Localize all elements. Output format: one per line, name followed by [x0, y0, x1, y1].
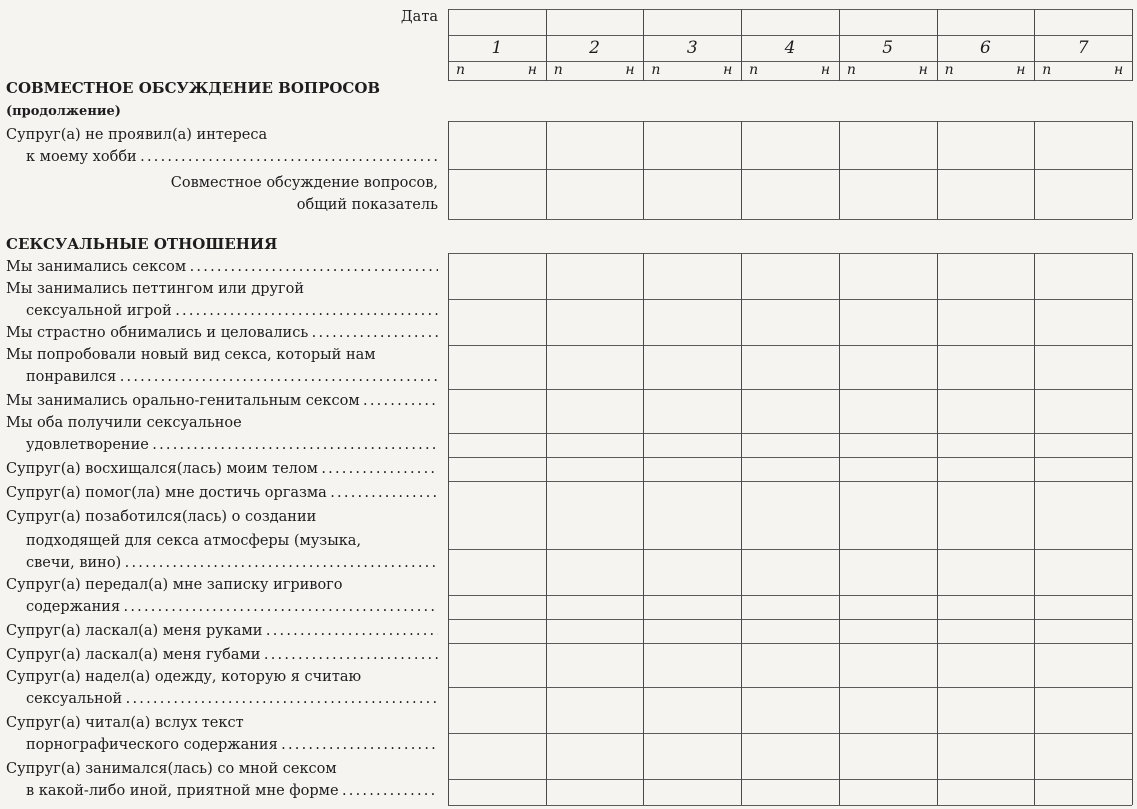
item-line: Супруг(а) передал(а) мне записку игривого: [6, 577, 343, 593]
grid-cell[interactable]: [840, 644, 936, 686]
grid-cell[interactable]: [938, 482, 1034, 548]
grid-cell[interactable]: [1035, 390, 1131, 432]
grid-cell[interactable]: [547, 688, 643, 732]
date-label: Дата: [400, 9, 438, 25]
grid-cell[interactable]: [938, 458, 1034, 480]
grid-header-divider: [741, 9, 742, 81]
grid-cell[interactable]: [449, 688, 545, 732]
grid-cell[interactable]: [742, 780, 838, 804]
grid-cell[interactable]: [644, 482, 740, 548]
grid-header-divider: [839, 9, 840, 81]
grid-cell[interactable]: [1035, 550, 1131, 594]
item-line: понравился . . .: [26, 366, 438, 388]
item-line: Мы занимались сексом . . .: [6, 256, 438, 278]
grid-cell[interactable]: [742, 122, 838, 168]
item-line: Супруг(а) позаботился(лась) о создании: [6, 509, 317, 525]
grid-cell[interactable]: [742, 458, 838, 480]
item-line: сексуальной игрой . . .: [26, 300, 438, 322]
grid-cell[interactable]: [644, 346, 740, 388]
tracking-grid: [448, 9, 1132, 805]
grid-cell[interactable]: [840, 620, 936, 642]
pn-label-n: н: [625, 62, 635, 78]
grid-cell[interactable]: [1035, 644, 1131, 686]
item-line: Мы страстно обнимались и целовались . . .: [6, 322, 438, 344]
grid-cell[interactable]: [742, 644, 838, 686]
grid-cell[interactable]: [644, 170, 740, 218]
pn-label-n: н: [1016, 62, 1026, 78]
grid-cell[interactable]: [449, 550, 545, 594]
pn-label-n: н: [527, 62, 537, 78]
day-column-label: 2: [589, 38, 600, 58]
grid-cell[interactable]: [644, 254, 740, 298]
grid-cell[interactable]: [1035, 300, 1131, 344]
day-column-label: 6: [980, 38, 991, 58]
grid-header-line: [448, 80, 1132, 81]
item-line: Супруг(а) занимался(лась) со мной сексом: [6, 761, 337, 777]
grid-cell[interactable]: [1035, 620, 1131, 642]
item-line: Супруг(а) читал(а) вслух текст: [6, 715, 244, 731]
grid-cell[interactable]: [547, 550, 643, 594]
grid-cell[interactable]: [449, 734, 545, 778]
grid-cell[interactable]: [938, 620, 1034, 642]
grid-cell[interactable]: [1035, 596, 1131, 618]
grid-cell[interactable]: [547, 390, 643, 432]
grid-cell[interactable]: [938, 300, 1034, 344]
grid-cell[interactable]: [938, 434, 1034, 456]
item-line: Супруг(а) надел(а) одежду, которую я считаю: [6, 669, 362, 685]
grid-cell[interactable]: [547, 254, 643, 298]
grid-cell[interactable]: [938, 390, 1034, 432]
grid-cell[interactable]: [449, 170, 545, 218]
grid-cell[interactable]: [644, 300, 740, 344]
grid-cell[interactable]: [644, 596, 740, 618]
item-line: в какой-либо иной, приятной мне форме . . .: [26, 780, 438, 802]
grid-cell[interactable]: [938, 734, 1034, 778]
grid-cell[interactable]: [840, 688, 936, 732]
grid-cell[interactable]: [840, 254, 936, 298]
grid-cell[interactable]: [449, 620, 545, 642]
grid-cell[interactable]: [840, 780, 936, 804]
grid-cell[interactable]: [938, 596, 1034, 618]
pn-label-p: п: [553, 62, 563, 78]
grid-cell[interactable]: [449, 780, 545, 804]
section-subtitle-continued: (продолжение): [6, 104, 121, 119]
item-line: Супруг(а) помог(ла) мне достичь оргазма . . .: [6, 482, 438, 504]
grid-cell[interactable]: [742, 620, 838, 642]
grid-cell[interactable]: [742, 390, 838, 432]
grid-header-divider: [1034, 9, 1035, 81]
grid-cell[interactable]: [840, 596, 936, 618]
grid-cell[interactable]: [1035, 482, 1131, 548]
grid-cell[interactable]: [644, 644, 740, 686]
grid-cell[interactable]: [547, 780, 643, 804]
grid-cell[interactable]: [449, 458, 545, 480]
grid-cell[interactable]: [644, 734, 740, 778]
section-title-discussion: СОВМЕСТНОЕ ОБСУЖДЕНИЕ ВОПРОСОВ: [6, 79, 381, 97]
item-line: удовлетворение . . .: [26, 434, 438, 456]
grid-cell[interactable]: [1035, 122, 1131, 168]
grid-cell[interactable]: [840, 550, 936, 594]
grid-cell[interactable]: [840, 458, 936, 480]
section-title-sexual: СЕКСУАЛЬНЫЕ ОТНОШЕНИЯ: [6, 235, 278, 253]
grid-cell[interactable]: [449, 390, 545, 432]
grid-cell[interactable]: [644, 122, 740, 168]
grid-cell[interactable]: [547, 170, 643, 218]
grid-cell[interactable]: [938, 170, 1034, 218]
grid-cell[interactable]: [938, 644, 1034, 686]
pn-label-p: п: [944, 62, 954, 78]
grid-cell[interactable]: [1035, 458, 1131, 480]
grid-cell[interactable]: [547, 620, 643, 642]
grid-cell[interactable]: [547, 644, 643, 686]
grid-cell[interactable]: [644, 550, 740, 594]
grid-cell[interactable]: [742, 596, 838, 618]
grid-cell[interactable]: [840, 734, 936, 778]
grid-cell[interactable]: [840, 434, 936, 456]
form-labels: [0, 0, 440, 809]
item-line: содержания . . .: [26, 596, 438, 618]
grid-cell[interactable]: [742, 434, 838, 456]
grid-cell[interactable]: [1035, 254, 1131, 298]
grid-cell[interactable]: [547, 458, 643, 480]
pn-label-p: п: [651, 62, 661, 78]
grid-cell[interactable]: [1035, 734, 1131, 778]
grid-row-line: [448, 219, 1132, 220]
grid-cell[interactable]: [644, 620, 740, 642]
grid-cell[interactable]: [938, 550, 1034, 594]
item-line: Супруг(а) восхищался(лась) моим телом . . .: [6, 458, 438, 480]
day-column-label: 7: [1077, 38, 1089, 58]
grid-header-line: [448, 9, 1132, 10]
grid-cell[interactable]: [840, 122, 936, 168]
pn-label-n: н: [723, 62, 733, 78]
item-line: подходящей для секса атмосферы (музыка,: [26, 533, 362, 549]
pn-label-p: п: [456, 62, 466, 78]
total-discussion-line2: общий показатель: [296, 197, 438, 213]
grid-header-divider: [546, 9, 547, 81]
grid-cell[interactable]: [840, 300, 936, 344]
grid-cell[interactable]: [742, 482, 838, 548]
grid-cell[interactable]: [840, 170, 936, 218]
grid-cell[interactable]: [644, 458, 740, 480]
item-line: порнографического содержания . . .: [26, 734, 438, 756]
grid-header-line: [448, 61, 1132, 62]
grid-cell[interactable]: [547, 122, 643, 168]
item-line: Супруг(а) ласкал(а) меня руками . . .: [6, 620, 438, 642]
grid-row-line: [448, 805, 1132, 806]
grid-cell[interactable]: [449, 254, 545, 298]
grid-cell[interactable]: [938, 122, 1034, 168]
pn-label-n: н: [918, 62, 928, 78]
grid-cell[interactable]: [1035, 780, 1131, 804]
item-line: Мы оба получили сексуальное: [6, 415, 242, 431]
grid-column-divider: [1132, 121, 1133, 219]
grid-cell[interactable]: [840, 390, 936, 432]
item-line: Супруг(а) ласкал(а) меня губами . . .: [6, 644, 438, 666]
item-line: Мы занимались орально-генитальным сексом . . .: [6, 390, 438, 412]
pn-label-n: н: [1114, 62, 1124, 78]
grid-column-divider: [1132, 253, 1133, 805]
grid-cell[interactable]: [742, 346, 838, 388]
item-line: Мы занимались петтингом или другой: [6, 281, 305, 297]
grid-cell[interactable]: [449, 596, 545, 618]
grid-header-divider: [937, 9, 938, 81]
grid-cell[interactable]: [938, 688, 1034, 732]
grid-cell[interactable]: [547, 482, 643, 548]
grid-header-divider: [1132, 9, 1133, 81]
grid-cell[interactable]: [449, 644, 545, 686]
item-line: сексуальной . . .: [26, 688, 438, 710]
grid-cell[interactable]: [1035, 434, 1131, 456]
item-line: свечи, вино) . . .: [26, 552, 438, 574]
item-hobby-line2: к моему хобби . . .: [26, 146, 438, 168]
grid-header-divider: [643, 9, 644, 81]
day-column-label: 4: [784, 38, 796, 58]
grid-cell[interactable]: [547, 596, 643, 618]
grid-cell[interactable]: [644, 390, 740, 432]
grid-cell[interactable]: [742, 300, 838, 344]
pn-label-p: п: [1042, 62, 1052, 78]
grid-cell[interactable]: [644, 688, 740, 732]
grid-cell[interactable]: [547, 346, 643, 388]
grid-cell[interactable]: [449, 434, 545, 456]
grid-cell[interactable]: [840, 482, 936, 548]
day-column-label: 1: [491, 38, 503, 58]
grid-cell[interactable]: [449, 482, 545, 548]
grid-cell[interactable]: [449, 346, 545, 388]
grid-cell[interactable]: [938, 346, 1034, 388]
grid-cell[interactable]: [547, 434, 643, 456]
grid-cell[interactable]: [742, 688, 838, 732]
grid-cell[interactable]: [1035, 346, 1131, 388]
pn-label-p: п: [749, 62, 759, 78]
grid-cell[interactable]: [938, 254, 1034, 298]
day-column-label: 5: [882, 38, 894, 58]
grid-cell[interactable]: [644, 780, 740, 804]
grid-cell[interactable]: [547, 734, 643, 778]
grid-header-divider: [448, 9, 449, 81]
grid-cell[interactable]: [742, 170, 838, 218]
grid-cell[interactable]: [840, 346, 936, 388]
grid-cell[interactable]: [449, 300, 545, 344]
pn-label-n: н: [820, 62, 831, 78]
total-discussion-line1: Совместное обсуждение вопросов,: [170, 175, 438, 191]
grid-cell[interactable]: [742, 734, 838, 778]
day-column-label: 3: [686, 38, 698, 58]
grid-cell[interactable]: [938, 780, 1034, 804]
grid-cell[interactable]: [1035, 170, 1131, 218]
item-line: Мы попробовали новый вид секса, который нам: [6, 347, 376, 363]
grid-cell[interactable]: [742, 254, 838, 298]
grid-cell[interactable]: [449, 122, 545, 168]
grid-cell[interactable]: [1035, 688, 1131, 732]
pn-label-p: п: [846, 62, 856, 78]
grid-cell[interactable]: [547, 300, 643, 344]
grid-cell[interactable]: [742, 550, 838, 594]
grid-cell[interactable]: [644, 434, 740, 456]
item-hobby-line1: Супруг(а) не проявил(а) интереса: [6, 127, 268, 143]
